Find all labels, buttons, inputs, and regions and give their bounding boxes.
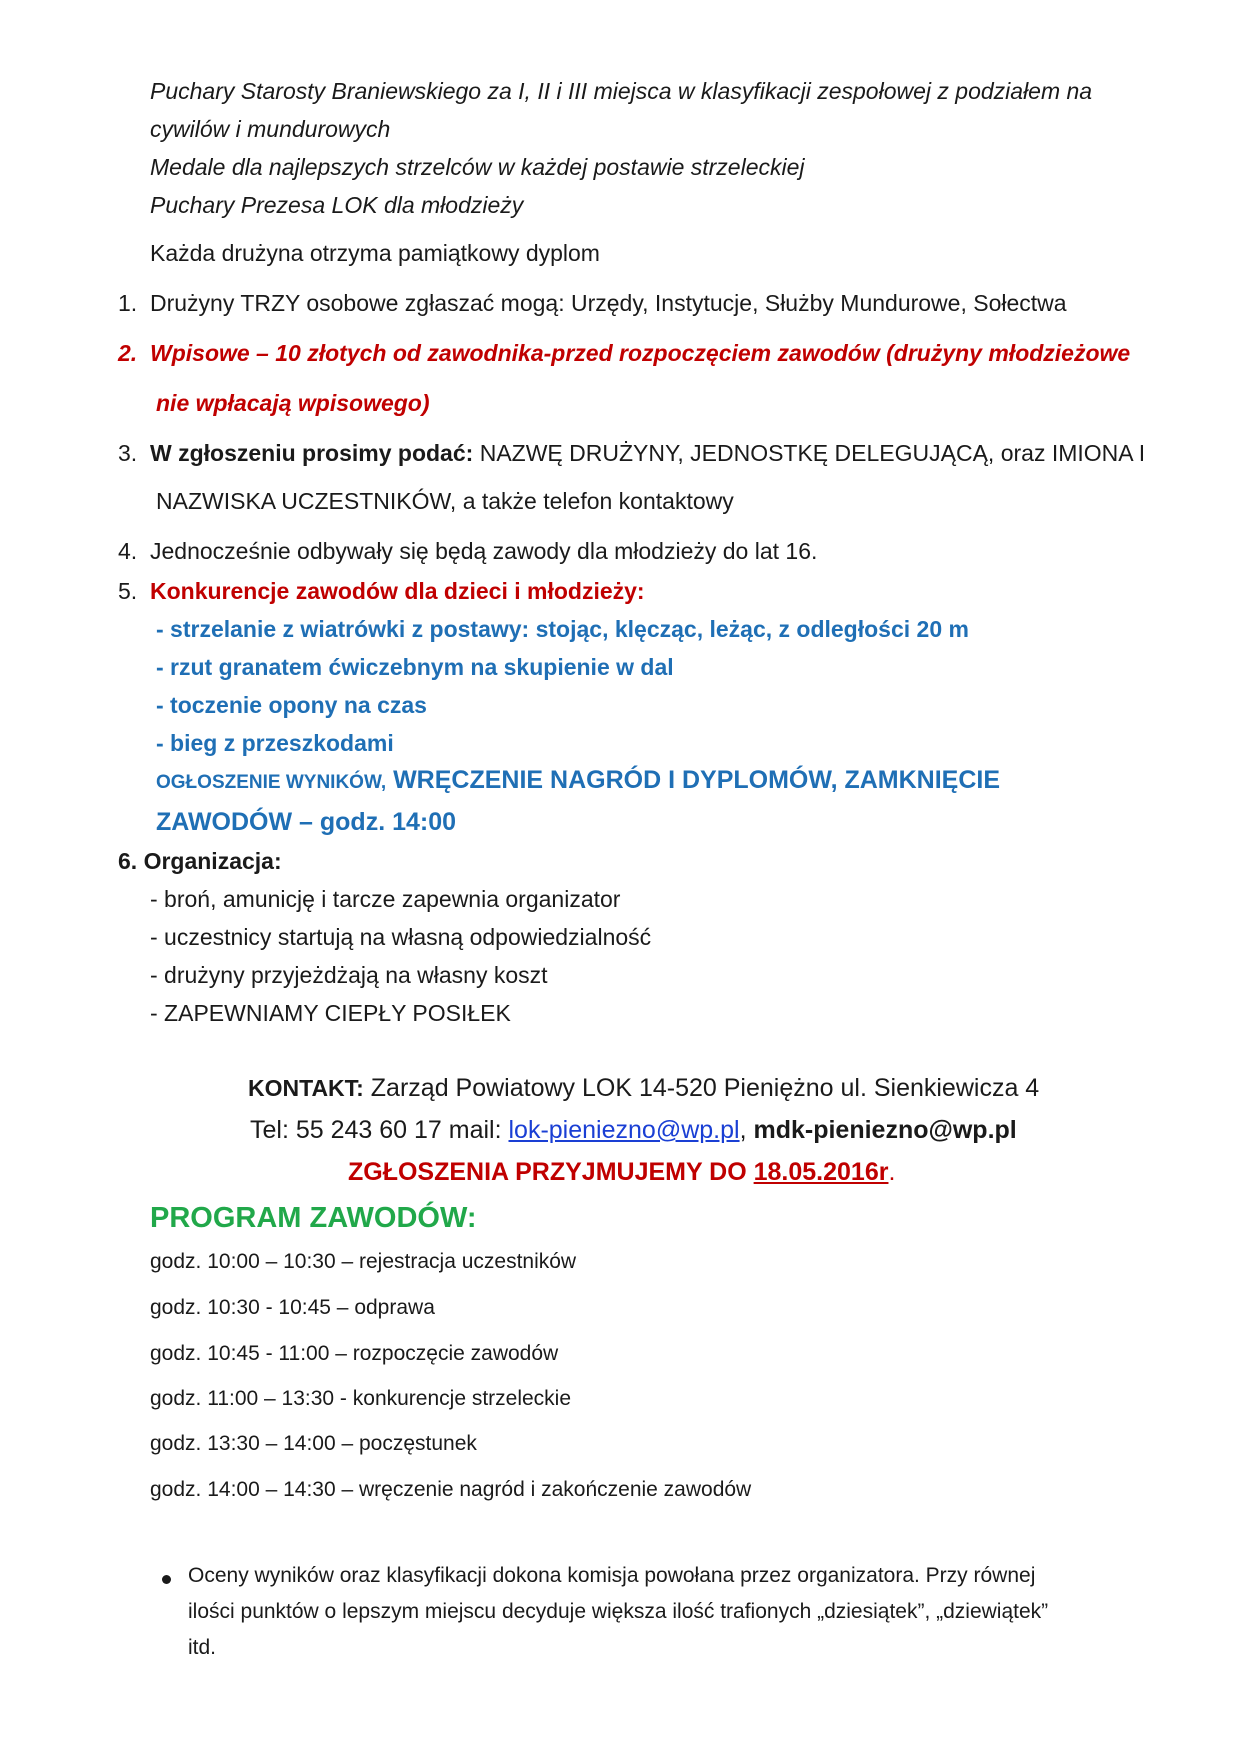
- point-1-number: 1.: [118, 290, 138, 316]
- bullet-dot-icon: [162, 1575, 171, 1584]
- point-5-title: Konkurencje zawodów dla dzieci i młodzieży:: [150, 578, 645, 604]
- note-line-2: ilości punktów o lepszym miejscu decyduje większa ilość trafionych „dziesiątek”, „dziewiątek”: [188, 1600, 1049, 1623]
- p5-final-small: OGŁOSZENIE WYNIKÓW,: [156, 772, 387, 793]
- intro-line-3: Medale dla najlepszych strzelców w każdej postawie strzeleckiej: [150, 154, 805, 180]
- point-2-line-1: Wpisowe – 10 złotych od zawodnika-przed rozpoczęciem zawodów (drużyny młodzieżowe: [150, 340, 1131, 366]
- intro-line-1: Puchary Starosty Braniewskiego za I, II i III miejsca w klasyfikacji zespołowej z podziałem na: [150, 78, 1093, 104]
- point-3-rest: NAZWĘ DRUŻYNY, JEDNOSTKĘ DELEGUJĄCĄ, oraz IMIONA I: [473, 440, 1146, 466]
- point-1-text: Drużyny TRZY osobowe zgłaszać mogą: Urzędy, Instytucje, Służby Mundurowe, Sołectwa: [150, 290, 1067, 316]
- program-item-5: godz. 13:30 – 14:00 – poczęstunek: [150, 1432, 477, 1455]
- p5-item-2: - rzut granatem ćwiczebnym na skupienie w dal: [156, 654, 674, 680]
- point-3-number: 3.: [118, 440, 138, 466]
- contact-tel-line: [250, 1116, 1017, 1145]
- contact-label: KONTAKT:: [248, 1075, 364, 1101]
- point-3-line-2: NAZWISKA UCZESTNIKÓW, a także telefon kontaktowy: [156, 488, 734, 514]
- program-item-1: godz. 10:00 – 10:30 – rejestracja uczestników: [150, 1250, 577, 1273]
- contact-line: [248, 1074, 1039, 1103]
- p5-item-4: - bieg z przeszkodami: [156, 730, 394, 756]
- point-5-number: 5.: [118, 578, 138, 604]
- p5-final-line-1: [156, 766, 1000, 795]
- p6-item-2: - uczestnicy startują na własną odpowiedzialność: [150, 924, 652, 950]
- contact-address: Zarząd Powiatowy LOK 14-520 Pieniężno ul. Sienkiewicza 4: [363, 1074, 1040, 1102]
- program-item-3: godz. 10:45 - 11:00 – rozpoczęcie zawodów: [150, 1342, 559, 1365]
- p6-item-1: - broń, amunicję i tarcze zapewnia organizator: [150, 886, 621, 912]
- email-mdk: mdk-pieniezno@wp.pl: [753, 1116, 1017, 1144]
- p6-item-3: - drużyny przyjeżdżają na własny koszt: [150, 962, 548, 988]
- program-title: PROGRAM ZAWODÓW:: [150, 1202, 477, 1234]
- intro-line-5: Każda drużyna otrzyma pamiątkowy dyplom: [150, 240, 600, 266]
- deadline-line: [348, 1158, 895, 1187]
- p5-final-big: WRĘCZENIE NAGRÓD I DYPLOMÓW, ZAMKNIĘCIE: [386, 766, 1001, 794]
- intro-line-2: cywilów i mundurowych: [150, 116, 391, 142]
- point-2-line-2: nie wpłacają wpisowego): [156, 390, 430, 416]
- note-line-3: itd.: [188, 1636, 217, 1659]
- p5-final-line-2: ZAWODÓW – godz. 14:00: [156, 808, 457, 836]
- program-item-6: godz. 14:00 – 14:30 – wręczenie nagród i zakończenie zawodów: [150, 1478, 752, 1501]
- note-line-1: Oceny wyników oraz klasyfikacji dokona komisja powołana przez organizatora. Przy równej: [188, 1564, 1036, 1587]
- point-3-line-1: [150, 440, 1145, 467]
- contact-tel: Tel: 55 243 60 17 mail:: [250, 1116, 509, 1144]
- p5-item-3: - toczenie opony na czas: [156, 692, 427, 718]
- intro-line-4: Puchary Prezesa LOK dla młodzieży: [150, 192, 524, 218]
- point-6-title: 6. Organizacja:: [118, 848, 282, 874]
- point-3-bold: W zgłoszeniu prosimy podać:: [150, 440, 474, 466]
- point-2-number: 2.: [118, 340, 138, 366]
- deadline-date: 18.05.2016r: [753, 1158, 889, 1186]
- p6-item-4: - ZAPEWNIAMY CIEPŁY POSIŁEK: [150, 1000, 511, 1026]
- contact-separator: ,: [739, 1116, 747, 1144]
- point-4-number: 4.: [118, 538, 138, 564]
- email-link-lok[interactable]: lok-pieniezno@wp.pl: [508, 1116, 740, 1144]
- deadline-dot: .: [888, 1158, 896, 1186]
- program-item-2: godz. 10:30 - 10:45 – odprawa: [150, 1296, 435, 1319]
- p5-item-1: - strzelanie z wiatrówki z postawy: stojąc, klęcząc, leżąc, z odległości 20 m: [156, 616, 969, 642]
- program-item-4: godz. 11:00 – 13:30 - konkurencje strzeleckie: [150, 1387, 572, 1410]
- deadline-text: ZGŁOSZENIA PRZYJMUJEMY DO: [348, 1158, 754, 1186]
- point-4-text: Jednocześnie odbywały się będą zawody dla młodzieży do lat 16.: [150, 538, 818, 564]
